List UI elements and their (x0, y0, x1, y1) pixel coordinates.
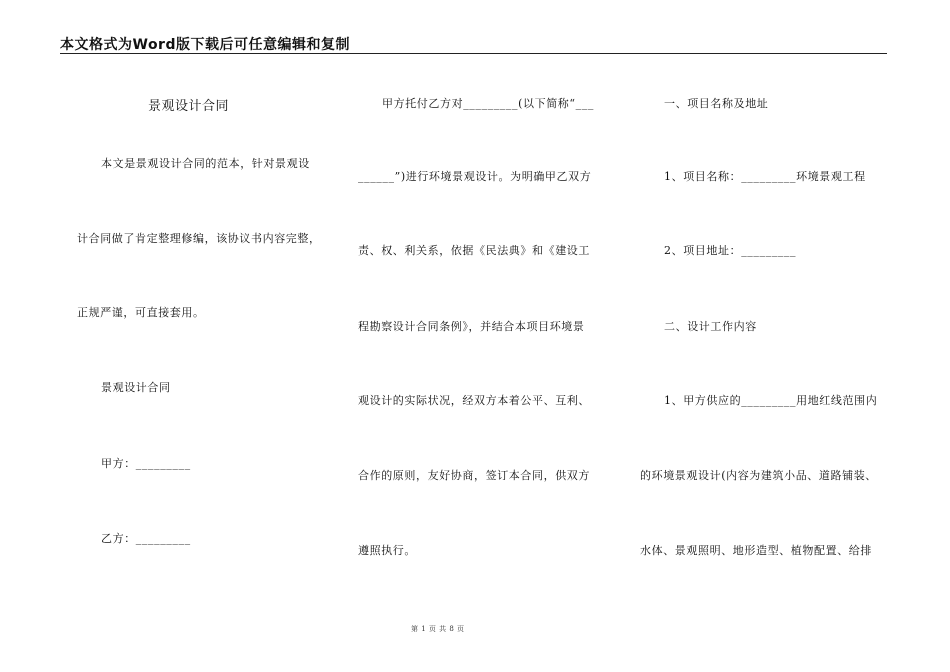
intro-line-2: 计合同做了肯定整理修编，该协议书内容完整， (77, 232, 321, 245)
col3-line-7: 水体、景观照明、地形造型、植物配置、给排 (640, 544, 872, 557)
col2-line-5: 观设计的实际状况，经双方本着公平、互利、 (358, 394, 590, 407)
page-number: 第 1 页 共 8 页 (411, 625, 465, 633)
col2-line-7: 遵照执行。 (358, 544, 416, 557)
col2-line-4: 程勘察设计合同条例》，并结合本项目环境景 (358, 320, 585, 333)
project-name-line: 1、项目名称：_________环境景观工程 (664, 170, 866, 183)
contract-heading: 景观设计合同 (101, 381, 171, 394)
col2-line-6: 合作的原则，友好协商，签订本合同，供双方 (358, 469, 590, 482)
col2-line-2: ______”)进行环境景观设计。为明确甲乙双方 (358, 170, 592, 183)
party-b-line: 乙方：_________ (101, 532, 191, 545)
intro-line-3: 正规严谨，可直接套用。 (77, 306, 205, 319)
col2-line-1: 甲方托付乙方对_________(以下简称“___ (382, 97, 594, 110)
col3-line-6: 的环境景观设计(内容为建筑小品、道路铺装、 (640, 469, 877, 482)
party-a-line: 甲方：_________ (101, 457, 191, 470)
document-title: 景观设计合同 (148, 99, 230, 114)
col2-line-3: 责、权、利关系，依据《民法典》和《建设工 (358, 244, 590, 257)
project-address-line: 2、项目地址：_________ (664, 244, 797, 257)
intro-line-1: 本文是景观设计合同的范本，针对景观设 (101, 157, 310, 170)
section-2-heading: 二、设计工作内容 (664, 320, 757, 333)
section-1-heading: 一、项目名称及地址 (664, 97, 769, 110)
col3-line-5: 1、甲方供应的_________用地红线范围内 (664, 394, 878, 407)
document-header: 本文格式为Word版下载后可任意编辑和复制 (60, 37, 350, 53)
header-divider (60, 53, 887, 54)
